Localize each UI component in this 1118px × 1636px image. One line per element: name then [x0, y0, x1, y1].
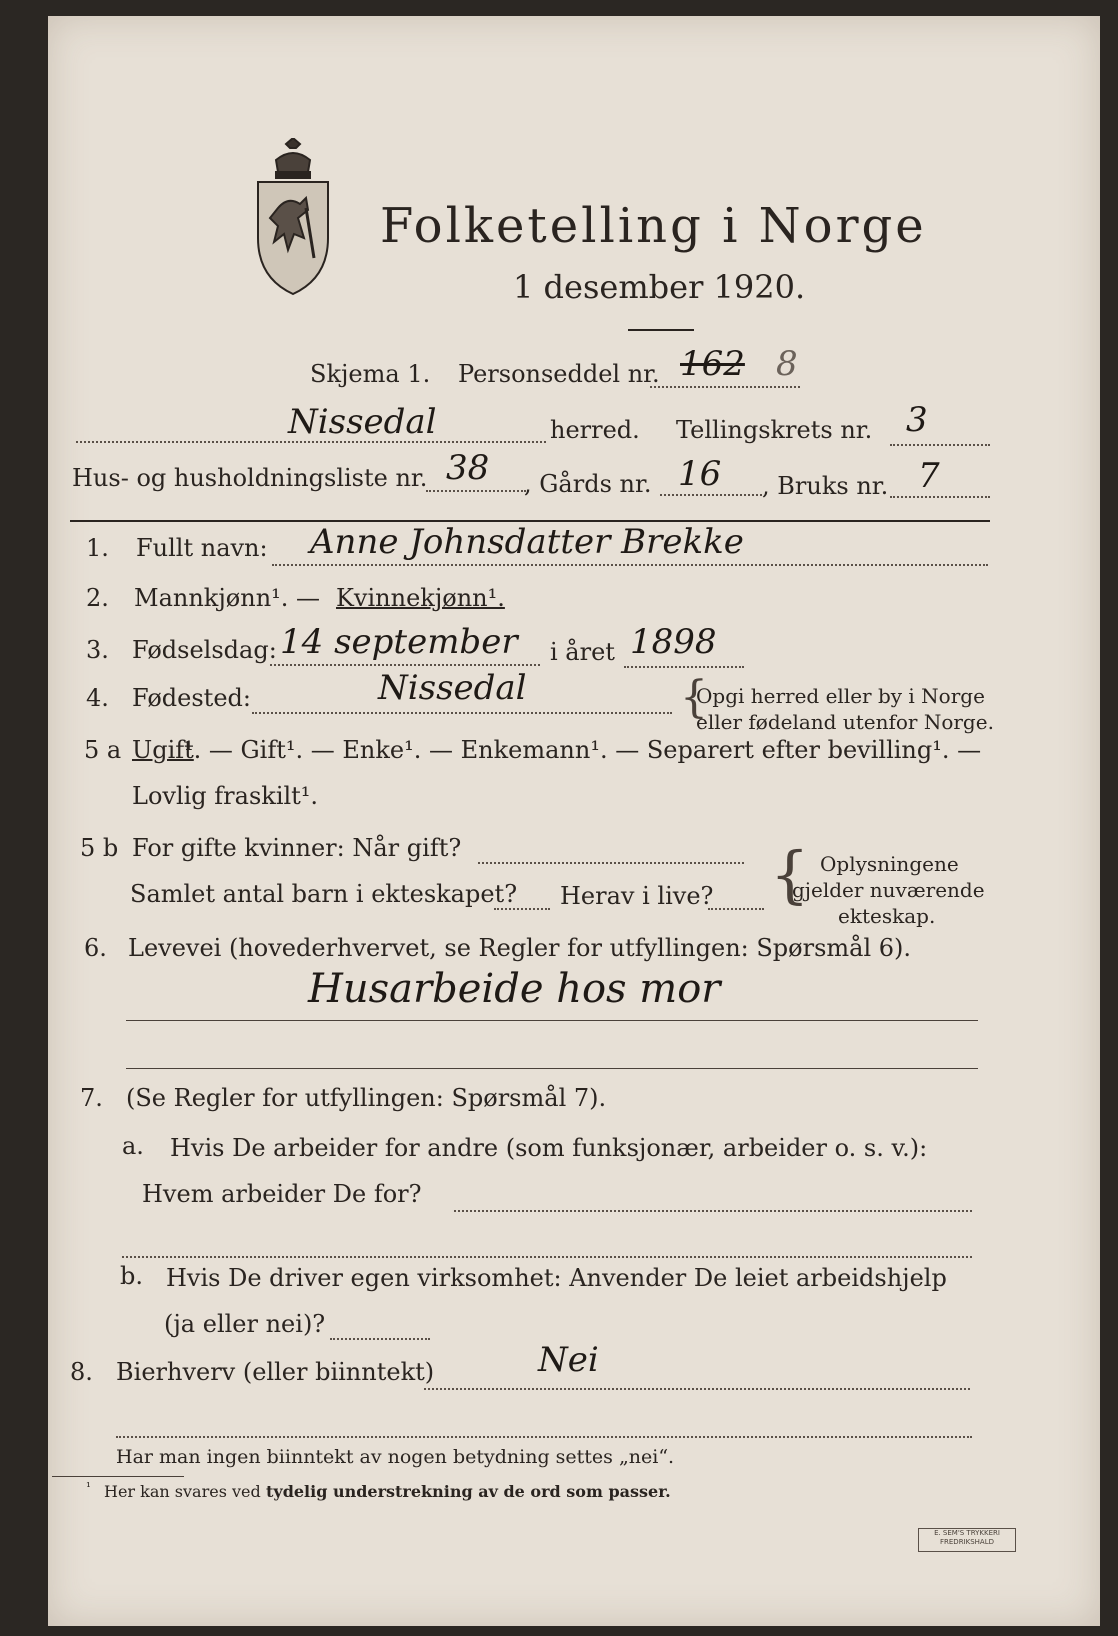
gards-value: 16 [678, 454, 722, 494]
q4-note-line1: Opgi herred eller by i Norge [696, 684, 985, 708]
q5b-note-line3: ekteskap. [838, 904, 936, 928]
q5b-number: 5 b [80, 834, 119, 862]
q8-number: 8. [70, 1358, 93, 1386]
q2-male-option: Mannkjønn¹. — [134, 584, 321, 612]
q3-year-label: i året [550, 638, 615, 666]
personseddel-label: Personseddel nr. [458, 360, 660, 388]
bruks-label: , Bruks nr. [762, 472, 889, 500]
title-divider [628, 329, 694, 331]
q7a-line2: Hvem arbeider De for? [142, 1180, 422, 1208]
gards-label: , Gårds nr. [524, 470, 652, 498]
q1-label: Fullt navn: [136, 534, 268, 562]
q1-number: 1. [86, 534, 109, 562]
q6-occupation-value: Husarbeide hos mor [308, 966, 721, 1012]
herred-value: Nissedal [288, 402, 437, 442]
printer-stamp: E. SEM'S TRYKKERI FREDRIKSHALD [918, 1528, 1016, 1552]
q4-number: 4. [86, 684, 109, 712]
q8-side-income-value: Nei [538, 1340, 599, 1380]
q5a-line2: Lovlig fraskilt¹. [132, 782, 319, 810]
footnote-mark: ¹ [86, 1480, 91, 1494]
q6-label: Levevei (hovederhvervet, se Regler for utfyllingen: Spørsmål 6). [128, 934, 912, 962]
bruks-value: 7 [918, 456, 940, 496]
footnote-text: Her kan svares ved [104, 1482, 261, 1501]
hus-label: Hus- og husholdningsliste nr. [72, 464, 428, 492]
q7-number: 7. [80, 1084, 103, 1112]
q7b-number: b. [120, 1262, 143, 1290]
q4-note-line2: eller fødeland utenfor Norge. [696, 710, 994, 734]
q5b-married-when-label: For gifte kvinner: Når gift? [132, 834, 462, 862]
q5b-note-line1: Oplysningene [820, 852, 959, 876]
q3-birthday-value: 14 september [280, 622, 518, 662]
q5b-children-alive-label: Herav i live? [560, 882, 714, 910]
form-title: Folketelling i Norge [380, 198, 927, 254]
census-date: 1 desember 1920. [513, 268, 806, 306]
q3-year-value: 1898 [630, 622, 717, 662]
q5a-other-options: ¹. — Gift¹. — Enke¹. — Enkemann¹. — Separert efter bevilling¹. — [184, 736, 982, 764]
q7a-line1: Hvis De arbeider for andre (som funksjonær, arbeider o. s. v.): [170, 1134, 928, 1162]
tellingskrets-label: Tellingskrets nr. [676, 416, 873, 444]
q2-female-option: Kvinnekjønn¹. [336, 584, 505, 612]
tellingskrets-value: 3 [906, 400, 928, 440]
q5b-note-line2: gjelder nuværende [792, 878, 985, 902]
q1-full-name-value: Anne Johnsdatter Brekke [310, 522, 744, 562]
q7b-line1: Hvis De driver egen virksomhet: Anvender De leiet arbeidshjelp [166, 1264, 947, 1292]
q4-label: Fødested: [132, 684, 251, 712]
q3-number: 3. [86, 636, 109, 664]
footer-note: Har man ingen biinntekt av nogen betydning settes „nei“. [116, 1446, 675, 1468]
footnote-emphasis: tydelig understrekning av de ord som passer. [266, 1482, 671, 1501]
census-form-page: Folketelling i Norge 1 desember 1920. Skjema 1. Personseddel nr. 162 8 Nissedal herred. Tellingskrets nr. 3 Hus- og husholdningsliste nr. 38 , Gårds nr. 16 , Bruks nr. 7 1. Fullt navn: Anne Johnsdatter Brekke 2. Mannkjønn¹. — Kvinnekjønn¹. 3. Fødselsdag: 14 september i året 1898 4. Fødested: Nissedal { Opgi herred eller by i Norge eller fødeland utenfor Norge. 5 a Ugift ¹. — Gift¹. — Enke¹. — Enkemann¹. — Separert efter bevilling¹. — Lovlig fraskilt¹. 5 b For gifte kvinner: Når gift? Samlet antal barn i ekteskapet? Herav i live? { Oplysningene gjelder nuværende ekteskap. 6. Levevei (hovederhvervet, se Regler for utfyllingen: Spørsmål 6). Husarbeide hos mor 7. (Se Regler for utfyllingen: Spørsmål 7). a. Hvis De arbeider for andre (som funksjonær, arbeider o. s. v.): Hvem arbeider De for? b. Hvis De driver egen virksomhet: Anvender De leiet arbeidshjelp (ja eller nei)? 8. Bierhverv (eller biinntekt) Nei Har man ingen biinntekt av nogen betydning settes „nei“. ¹ Her kan svares ved tydelig understrekning av de ord som passer. E. SEM'S TRYKKERI FREDRIKSHALD [48, 16, 1100, 1626]
q7a-number: a. [122, 1132, 144, 1160]
herred-label: herred. [550, 416, 640, 444]
q8-label: Bierhverv (eller biinntekt) [116, 1358, 435, 1386]
personseddel-value: 8 [776, 344, 798, 384]
q5a-ugift-option: Ugift [132, 736, 194, 764]
q2-number: 2. [86, 584, 109, 612]
q3-label: Fødselsdag: [132, 636, 277, 664]
q7-label: (Se Regler for utfyllingen: Spørsmål 7). [126, 1084, 607, 1112]
q6-number: 6. [84, 934, 107, 962]
q4-birthplace-value: Nissedal [378, 668, 527, 708]
norwegian-coat-of-arms-icon [248, 138, 338, 298]
hus-value: 38 [446, 448, 490, 488]
personseddel-value-struck: 162 [680, 344, 745, 384]
q5a-number: 5 a [84, 736, 122, 764]
skjema-label: Skjema 1. [310, 360, 431, 388]
q7b-line2: (ja eller nei)? [164, 1310, 326, 1338]
q5b-children-total-label: Samlet antal barn i ekteskapet? [130, 880, 518, 908]
